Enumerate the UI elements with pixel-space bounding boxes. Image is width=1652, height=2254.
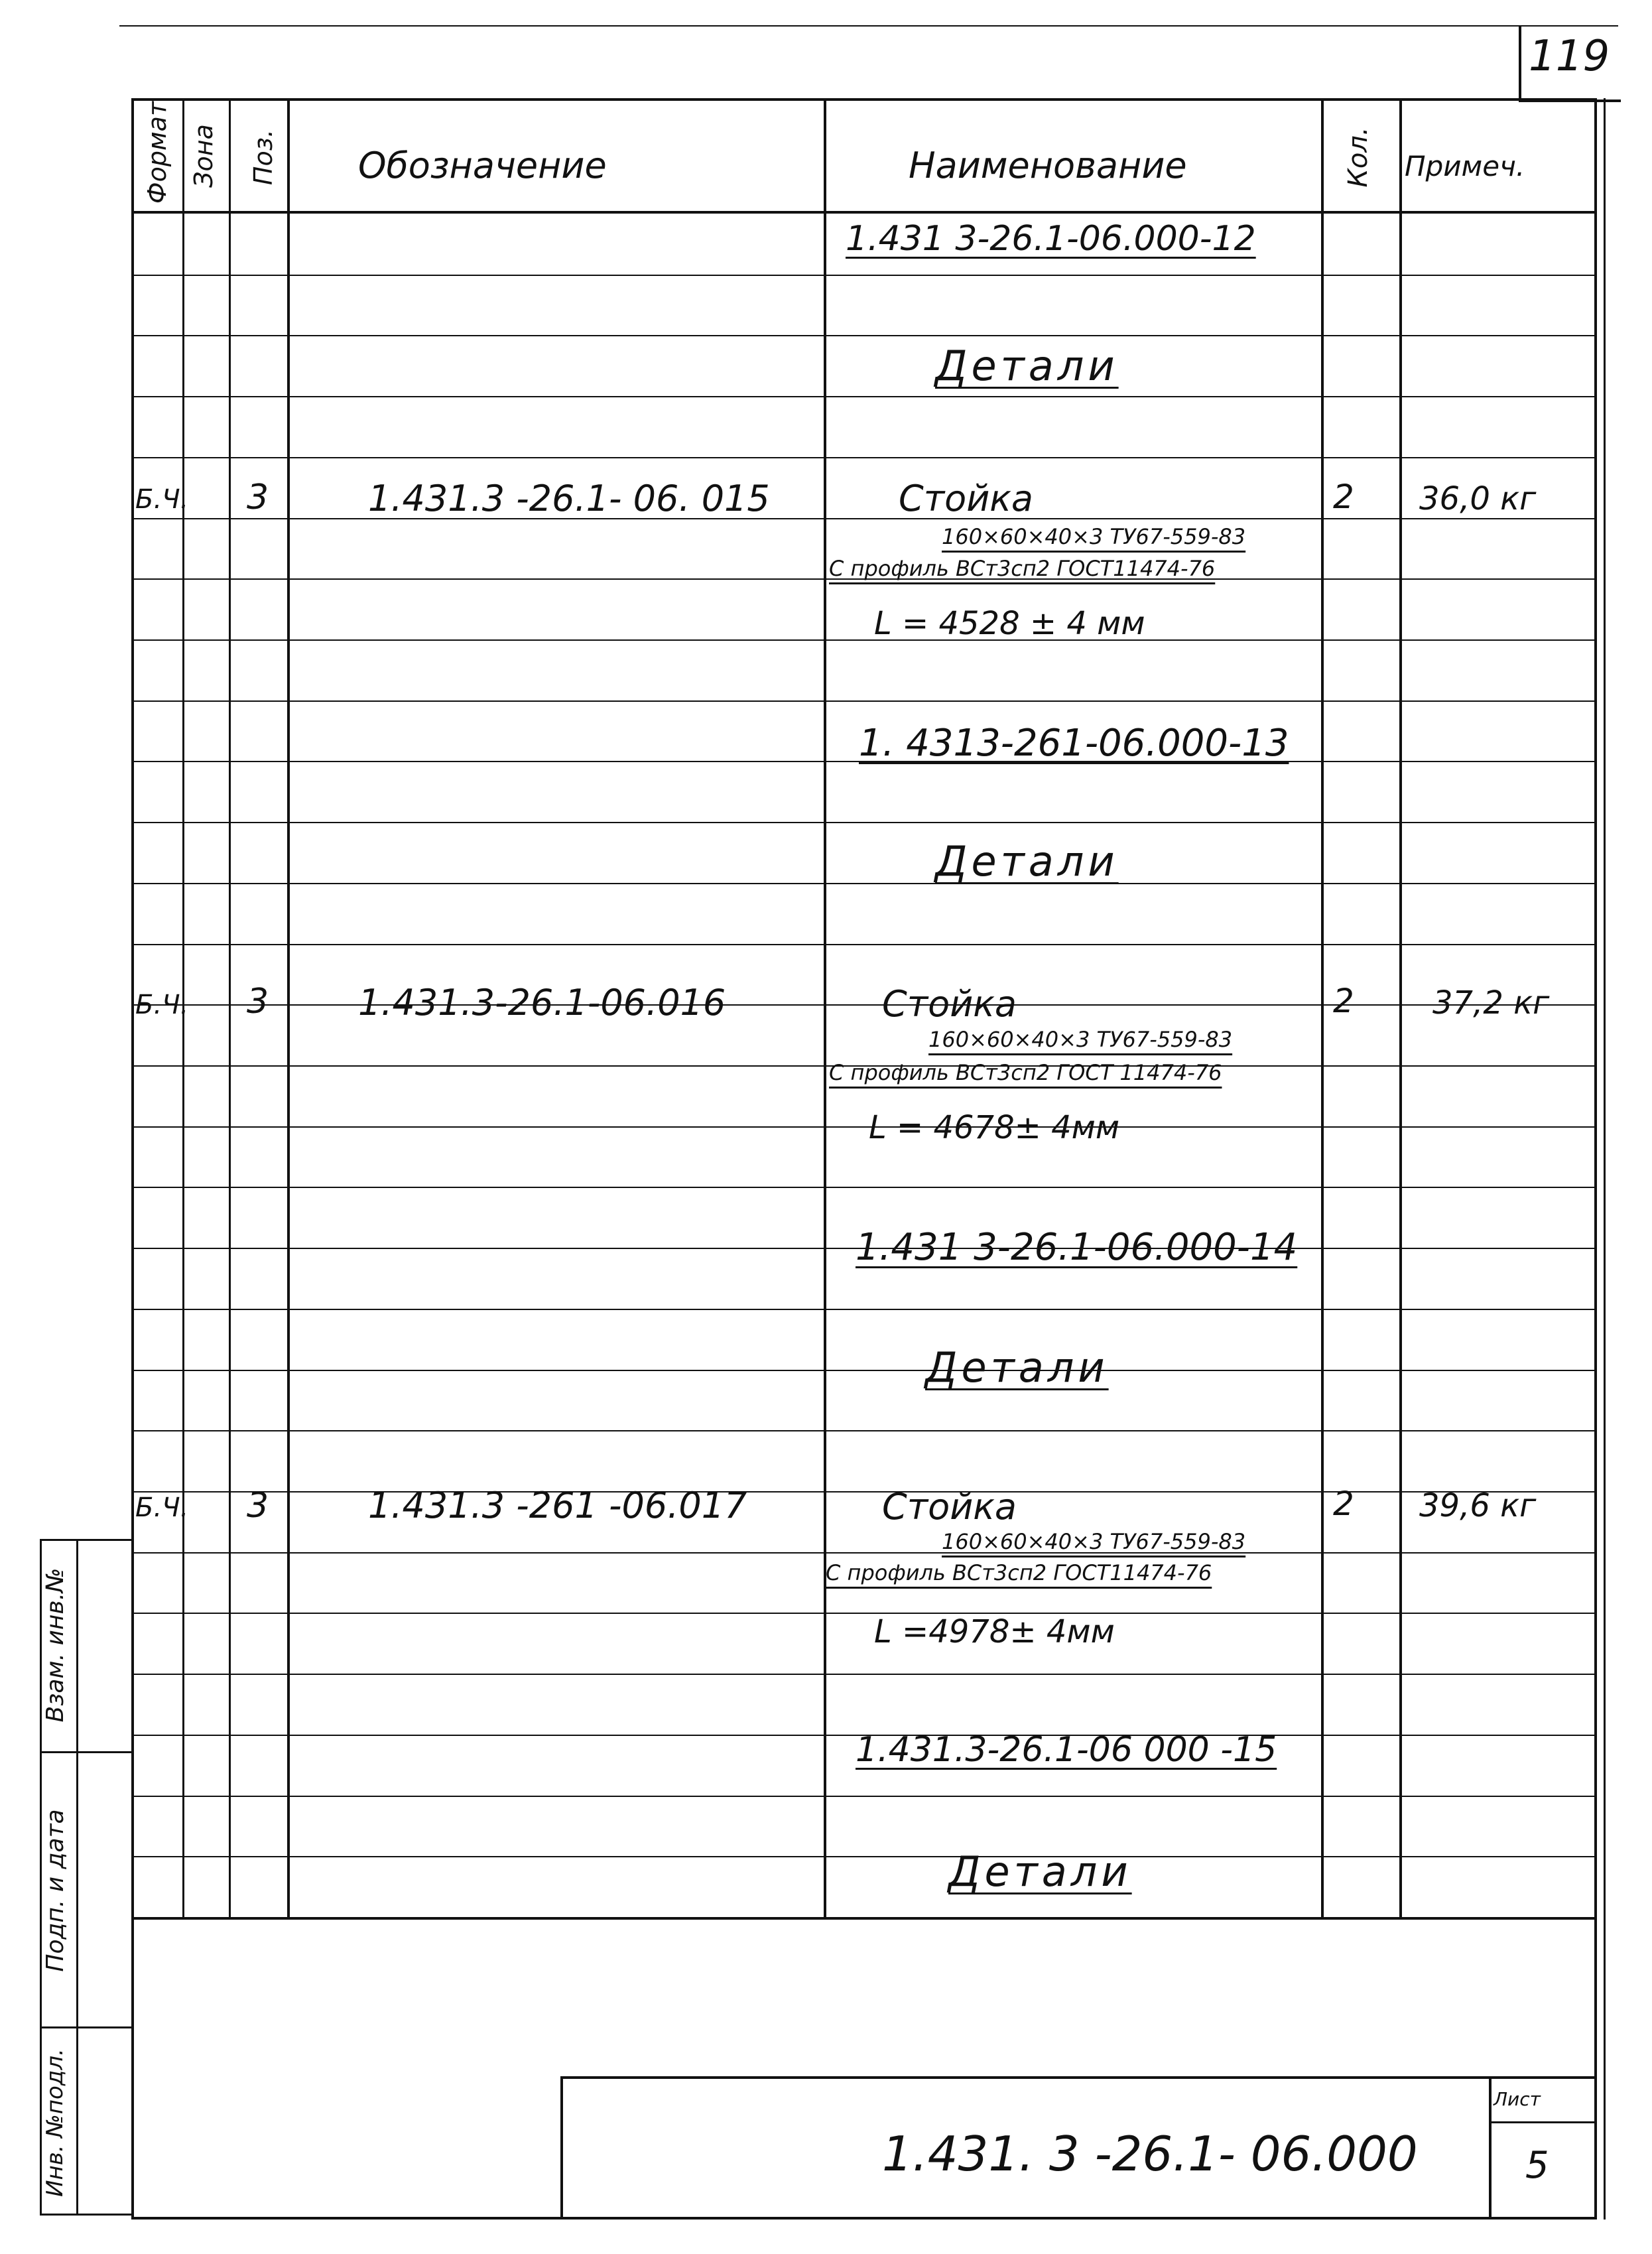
subassembly-designation-12: 1.431 3-26.1-06.000-12 — [846, 219, 1256, 259]
item-016-qty: 2 — [1333, 982, 1354, 1020]
header-zone: Зона — [189, 124, 218, 188]
item-015-name: Стойка — [899, 478, 1034, 519]
item-017-name: Стойка — [882, 1486, 1017, 1528]
item-017-pos: 3 — [247, 1486, 269, 1526]
item-015-format: Б.Ч. — [135, 484, 189, 515]
table-row-line — [133, 518, 1597, 519]
item-015-length: L = 4528 ± 4 мм — [874, 605, 1145, 642]
table-row-line — [133, 1004, 1597, 1006]
section-heading-details-3: Детали — [925, 1343, 1109, 1392]
item-016-format: Б.Ч. — [135, 990, 189, 1020]
subassembly-designation-15: 1.431.3-26.1-06 000 -15 — [856, 1730, 1277, 1770]
side-stamp-vzam-inv: Взам. инв.№ — [42, 1567, 69, 1723]
header-note: Примеч. — [1405, 150, 1525, 182]
right-margin-line — [1604, 98, 1606, 2220]
table-row-line — [133, 1552, 1597, 1554]
subassembly-designation-13: 1. 4313-261-06.000-13 — [859, 722, 1289, 765]
table-row-line — [133, 822, 1597, 823]
item-015-qty: 2 — [1333, 478, 1354, 516]
table-row-line — [133, 1430, 1597, 1431]
title-block-sheet-number: 5 — [1525, 2144, 1549, 2187]
side-stamp-inv-podl: Инв. №подл. — [42, 2048, 68, 2197]
drawing-frame — [131, 98, 1597, 2220]
table-row-line — [133, 1126, 1597, 1128]
table-row-line — [133, 883, 1597, 884]
table-row-line — [133, 1370, 1597, 1371]
table-row-line — [133, 700, 1597, 702]
item-017-profile-material: С профиль ВСт3сп2 ГОСТ11474-76 — [826, 1560, 1212, 1585]
side-stamp-divider — [76, 1539, 78, 2216]
table-row-line — [133, 1491, 1597, 1492]
table-row-line — [133, 396, 1597, 397]
table-row-line — [133, 335, 1597, 336]
header-qty: Кол. — [1343, 127, 1373, 188]
table-row-line — [133, 1309, 1597, 1310]
item-016-pos: 3 — [247, 982, 269, 1022]
item-016-profile-spec: 160×60×40×3 ТУ67-559-83 — [928, 1027, 1233, 1052]
side-stamp-podp-data: Подп. и дата — [42, 1809, 69, 1972]
item-017-format: Б.Ч. — [135, 1492, 189, 1523]
col-line-pos — [287, 98, 290, 1917]
table-row-line — [133, 1856, 1597, 1857]
table-row-line — [133, 275, 1597, 276]
table-row-line — [133, 639, 1597, 641]
table-row-line — [133, 1674, 1597, 1675]
section-heading-details-4: Детали — [948, 1847, 1132, 1896]
top-border-line — [119, 25, 1618, 27]
item-016-designation: 1.431.3-26.1-06.016 — [358, 982, 726, 1024]
col-line-designation — [824, 98, 826, 1917]
table-row-line — [133, 1796, 1597, 1797]
side-stamp-row1 — [40, 1751, 133, 1753]
item-016-note: 37,2 кг — [1432, 984, 1550, 1022]
col-line-name — [1321, 98, 1324, 1917]
col-line-qty — [1399, 98, 1402, 1917]
col-line-zone — [229, 98, 231, 1917]
header-format: Формат — [143, 101, 172, 204]
item-015-designation: 1.431.3 -26.1- 06. 015 — [368, 478, 770, 519]
table-row-line — [133, 1187, 1597, 1188]
header-bottom-line — [133, 211, 1597, 214]
item-016-length: L = 4678± 4мм — [869, 1109, 1120, 1146]
item-017-designation: 1.431.3 -261 -06.017 — [368, 1485, 747, 1526]
title-block-sheet-row — [1489, 2121, 1597, 2123]
section-heading-details-1: Детали — [935, 342, 1119, 390]
item-016-name: Стойка — [882, 983, 1017, 1025]
title-block-sheet-divider — [1489, 2076, 1492, 2220]
item-016-profile-material: С профиль ВСт3сп2 ГОСТ 11474-76 — [829, 1060, 1222, 1085]
item-017-note: 39,6 кг — [1419, 1487, 1537, 1524]
header-name: Наименование — [909, 145, 1187, 186]
side-stamp-row2 — [40, 2026, 133, 2028]
item-017-profile-spec: 160×60×40×3 ТУ67-559-83 — [942, 1529, 1246, 1554]
item-015-note: 36,0 кг — [1419, 480, 1537, 517]
header-pos: Поз. — [249, 129, 278, 186]
table-row-line — [133, 1613, 1597, 1614]
subassembly-designation-14: 1.431 3-26.1-06.000-14 — [856, 1226, 1298, 1269]
item-015-profile-material: С профиль ВСт3сп2 ГОСТ11474-76 — [829, 556, 1216, 581]
item-015-profile-spec: 160×60×40×3 ТУ67-559-83 — [942, 524, 1246, 549]
header-designation: Обозначение — [358, 145, 607, 186]
item-017-qty: 2 — [1333, 1485, 1354, 1523]
item-017-length: L =4978± 4мм — [874, 1613, 1115, 1650]
page-number: 119 — [1529, 32, 1610, 81]
table-row-line — [133, 457, 1597, 458]
title-block-doc-number: 1.431. 3 -26.1- 06.000 — [882, 2126, 1418, 2182]
item-015-pos: 3 — [247, 478, 269, 517]
table-row-line — [133, 1917, 1597, 1920]
table-row-line — [133, 944, 1597, 945]
title-block-sheet-label: Лист — [1493, 2088, 1541, 2110]
section-heading-details-2: Детали — [935, 837, 1119, 886]
